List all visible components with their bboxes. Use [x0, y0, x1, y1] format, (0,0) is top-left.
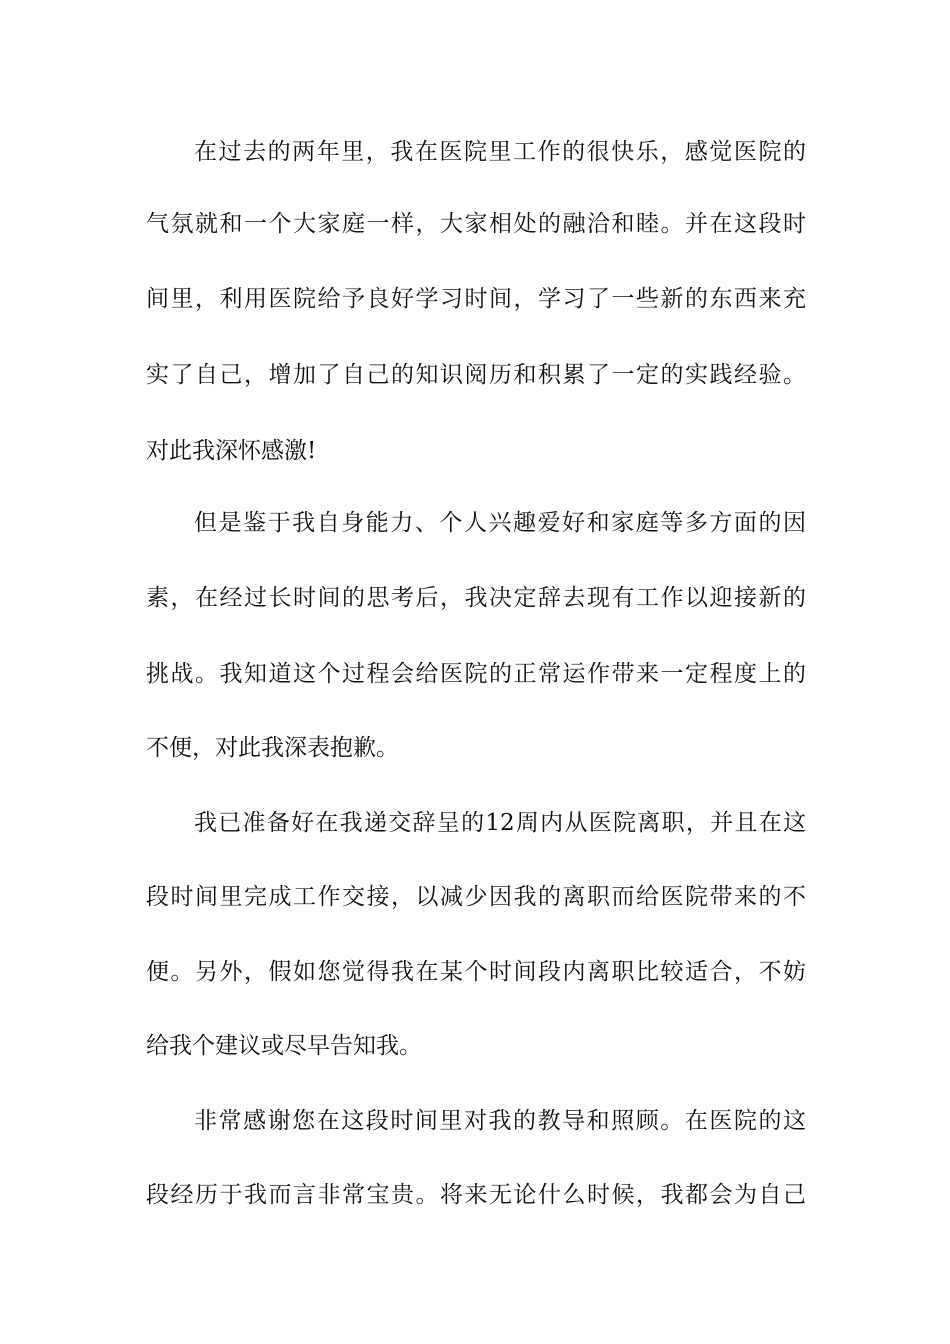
paragraph-2-line-2: 素，在经过长时间的思考后，我决定辞去现有工作以迎接新的: [146, 585, 806, 611]
paragraph-1-line-1: 在过去的两年里，我在医院里工作的很快乐，感觉医院的: [194, 139, 806, 165]
paragraph-3-line-1: 我已准备好在我递交辞呈的12周内从医院离职，并且在这: [194, 810, 806, 836]
paragraph-2-line-4: 不便，对此我深表抱歉。: [146, 735, 399, 761]
paragraph-4-line-1: 非常感谢您在这段时间里对我的教导和照顾。在医院的这: [194, 1108, 806, 1134]
paragraph-1-line-5: 对此我深怀感激!: [146, 438, 317, 464]
paragraph-1-line-4: 实了自己，增加了自己的知识阅历和积累了一定的实践经验。: [146, 362, 806, 388]
paragraph-3-line-3: 便。另外，假如您觉得我在某个时间段内离职比较适合，不妨: [146, 959, 806, 985]
paragraph-2-line-3: 挑战。我知道这个过程会给医院的正常运作带来一定程度上的: [146, 661, 806, 687]
paragraph-1-line-2: 气氛就和一个大家庭一样，大家相处的融洽和睦。并在这段时: [146, 211, 806, 237]
paragraph-3-line-4: 给我个建议或尽早告知我。: [146, 1033, 422, 1059]
paragraph-3-line-2: 段时间里完成工作交接，以减少因我的离职而给医院带来的不: [146, 884, 806, 910]
paragraph-1-line-3: 间里，利用医院给予良好学习时间，学习了一些新的东西来充: [146, 286, 806, 312]
paragraph-2-line-1: 但是鉴于我自身能力、个人兴趣爱好和家庭等多方面的因: [194, 510, 806, 536]
paragraph-4-line-2: 段经历于我而言非常宝贵。将来无论什么时候，我都会为自己: [146, 1182, 806, 1208]
